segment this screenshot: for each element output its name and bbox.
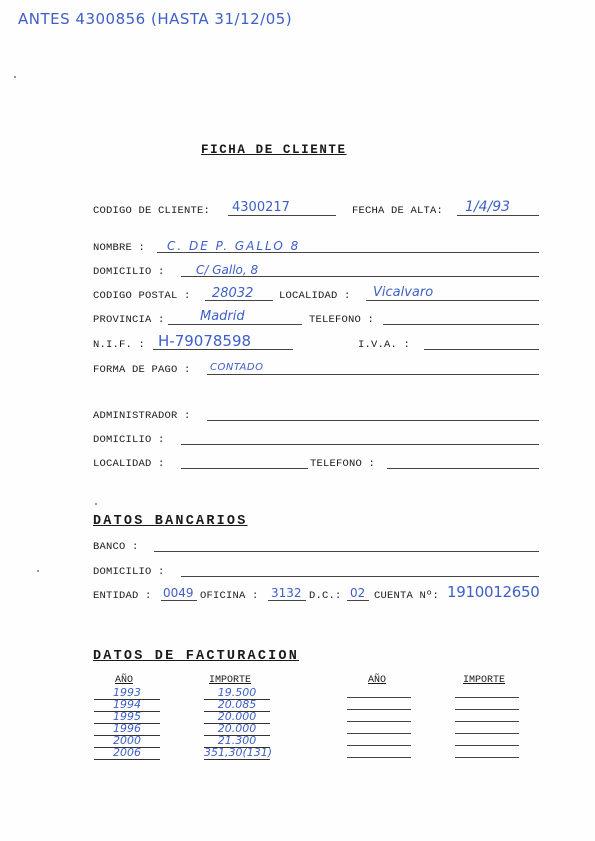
province-label: PROVINCIA : [93, 314, 165, 326]
account-number-value: 1910012650 [447, 583, 540, 601]
year-value: 2000 [113, 734, 141, 747]
admin-phone-label: TELEFONO : [310, 458, 376, 470]
blank-year-line [347, 697, 411, 698]
office-label: OFICINA : [200, 590, 259, 602]
top-handwritten-note: ANTES 4300856 (HASTA 31/12/05) [18, 10, 293, 28]
blank-amount-line [455, 709, 519, 710]
entity-value: 0049 [163, 586, 194, 600]
vat-line [424, 349, 539, 350]
client-code-line [228, 215, 336, 216]
form-title: FICHA DE CLIENTE [201, 143, 347, 157]
control-digit-value: 02 [350, 586, 366, 600]
billing-data-heading: DATOS DE FACTURACION [93, 649, 300, 664]
admin-phone-line [387, 468, 539, 469]
speck [14, 76, 16, 78]
postal-code-label: CODIGO POSTAL : [93, 290, 191, 302]
year-value: 1996 [113, 722, 141, 735]
speck [37, 570, 39, 572]
amount-value: 351,30(131) [204, 746, 273, 759]
blank-amount-line [455, 757, 519, 758]
year-value: 1995 [113, 710, 141, 723]
province-line [168, 324, 302, 325]
blank-year-line [347, 745, 411, 746]
address-label: DOMICILIO : [93, 266, 165, 278]
office-value: 3132 [271, 586, 302, 600]
amount-value: 19.500 [217, 686, 257, 699]
admin-locality-label: LOCALIDAD : [93, 458, 165, 470]
administrator-label: ADMINISTRADOR : [93, 410, 191, 422]
speck [95, 503, 97, 505]
payment-method-label: FORMA DE PAGO : [93, 364, 191, 376]
office-line [268, 600, 306, 601]
admin-address-label: DOMICILIO : [93, 434, 165, 446]
registration-date-label: FECHA DE ALTA: [352, 205, 444, 217]
year-value: 1993 [113, 686, 141, 699]
blank-year-line [347, 709, 411, 710]
blank-amount-line [455, 721, 519, 722]
amount-value: 20.000 [217, 722, 257, 735]
amount-value: 20.000 [217, 710, 257, 723]
amount-column-header: IMPORTE [209, 675, 252, 686]
amount-value: 20.085 [217, 698, 257, 711]
bank-data-heading: DATOS BANCARIOS [93, 514, 248, 529]
bank-label: BANCO : [93, 541, 139, 553]
locality-value: Vicalvaro [373, 285, 434, 300]
vat-label: I.V.A. : [358, 339, 411, 351]
administrator-line [207, 420, 539, 421]
bank-line [154, 551, 539, 552]
registration-date-line [457, 215, 539, 216]
postal-code-value: 28032 [212, 286, 254, 301]
bank-address-label: DOMICILIO : [93, 566, 165, 578]
amount-column-header-2: IMPORTE [463, 675, 506, 686]
year-value: 2006 [113, 746, 141, 759]
province-value: Madrid [200, 309, 245, 324]
blank-amount-line [455, 733, 519, 734]
blank-year-line [347, 733, 411, 734]
control-digit-line [347, 600, 369, 601]
phone-label: TELEFONO : [309, 314, 375, 326]
payment-method-line [207, 374, 539, 375]
table-row-year [94, 747, 160, 760]
nif-value: H-79078598 [158, 332, 252, 350]
year-column-header-2: AÑO [368, 675, 387, 686]
name-value: C. DE P. GALLO 8 [167, 239, 301, 253]
phone-line [383, 324, 539, 325]
registration-date-value: 1/4/93 [465, 199, 511, 215]
address-value: C/ Gallo, 8 [196, 263, 259, 277]
blank-year-line [347, 757, 411, 758]
client-code-label: CODIGO DE CLIENTE: [93, 205, 211, 217]
amount-value: 21.300 [217, 734, 257, 747]
entity-label: ENTIDAD : [93, 590, 152, 602]
admin-address-line [181, 444, 539, 445]
locality-line [366, 300, 539, 301]
year-value: 1994 [113, 698, 141, 711]
table-row-amount [204, 746, 273, 760]
control-digit-label: D.C.: [309, 590, 342, 602]
nif-label: N.I.F. : [93, 339, 146, 351]
account-number-label: CUENTA Nº: [374, 590, 440, 602]
client-code-value: 4300217 [232, 200, 290, 215]
blank-year-line [347, 721, 411, 722]
payment-method-value: CONTADO [210, 362, 264, 373]
entity-line [161, 600, 197, 601]
bank-address-line [181, 576, 539, 577]
blank-amount-line [455, 697, 519, 698]
admin-locality-line [181, 468, 308, 469]
locality-label: LOCALIDAD : [279, 290, 351, 302]
name-label: NOMBRE : [93, 242, 146, 254]
year-column-header: AÑO [115, 675, 134, 686]
blank-amount-line [455, 745, 519, 746]
